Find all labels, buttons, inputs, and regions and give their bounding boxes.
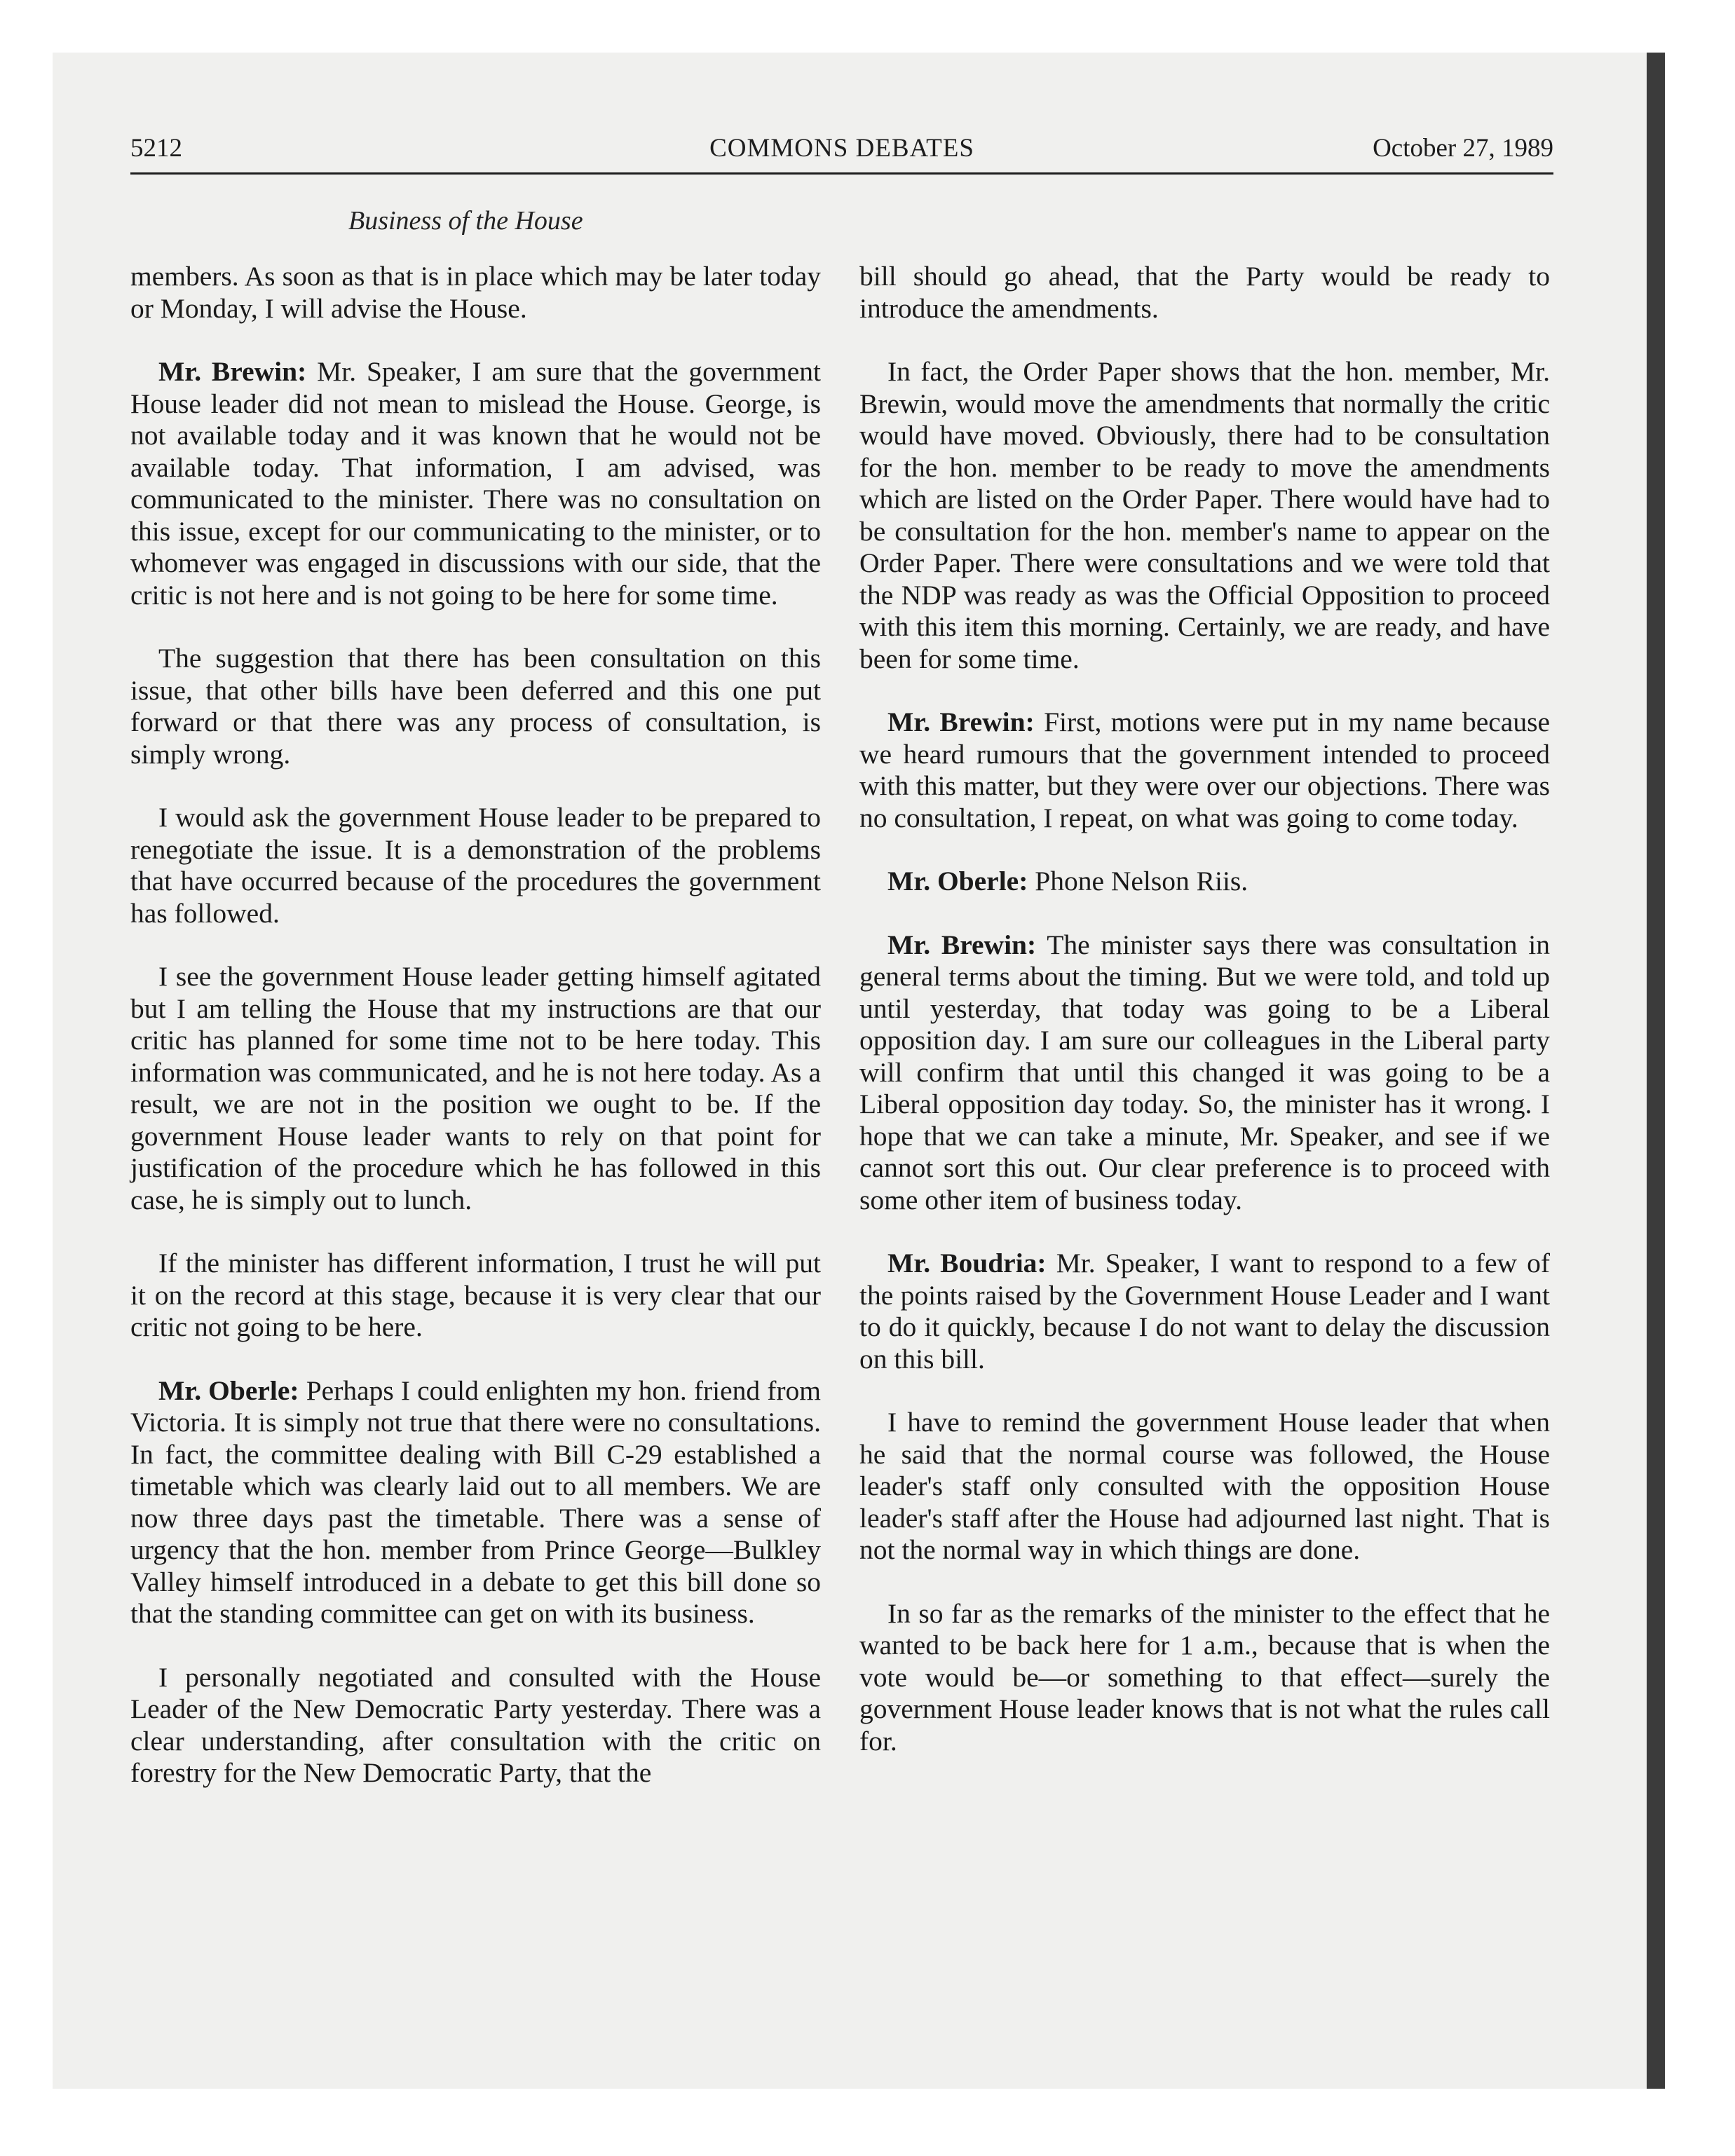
paragraph-text: I personally negotiated and consulted with the House Leader of the New Democratic Party yesterday. There was a clear understanding, after consultation with the critic on forestry for the New Democratic Party, that the [130,1661,821,1788]
paragraph [130,1248,821,1344]
paragraph [130,1375,821,1630]
paragraph-text: Perhaps I could enlighten my hon. friend from Victoria. It is simply not true that there were no consultations. In fact, the committee dealing with Bill C-29 established a timetable which was clearly laid out to all members. We are now three days past the timetable. There was a sense of urgency that the hon. member from Prince George—Bulkley Valley himself introduced in a debate to get this bill done so that the standing committee can get on with its business. [130,1374,822,1629]
paragraph-text: I would ask the government House leader to be prepared to renegotiate the issue. It is a demonstration of the problems that have occurred because of the procedures the government has followed. [130,802,821,929]
paragraph [130,961,821,1216]
speaker-name: Mr. Oberle: [887,866,1028,896]
paragraph [130,356,821,611]
publication-title: COMMONS DEBATES [709,134,974,163]
running-head: Business of the House [348,206,583,236]
paragraph [130,261,821,325]
right-column [859,261,1550,1789]
page-header [130,133,1553,172]
paragraph-text: Mr. Speaker, I want to respond to a few of the points raised by the Government House Leader and I want to do it quickly, because I do not want to delay the discussion on this bill. [859,1248,1551,1374]
paragraph [859,929,1550,1217]
paragraph [130,802,821,929]
paragraph [130,643,821,770]
paragraph [859,356,1550,675]
publication-date: October 27, 1989 [1373,134,1553,163]
paragraph-text: I have to remind the government House leader that when he said that the normal course was followed, the House leader's staff only consulted with the opposition House leader's staff after the House had adjourned last night. That is not the normal way in which things are done. [859,1407,1550,1565]
paragraph-text: I see the government House leader getting himself agitated but I am telling the House that my instructions are that our critic has planned for some time not to be here today. This information was communicated, and he is not here today. As a result, we are not in the position we ought to be. If the government House leader wants to rely on that point for justification of the procedure which he has followed in this case, he is simply out to lunch. [130,961,821,1215]
paragraph [859,707,1550,834]
paragraph [859,1407,1550,1567]
left-column [130,261,821,1821]
paragraph-text: The minister says there was consultation in general terms about the timing. But we were told, and told up until yesterday, that today was going to be a Liberal opposition day. I am sure our colleagues in the Liberal party will confirm that until this changed it was going to be a Liberal opposition day today. So, the minister has it wrong. I hope that we can take a minute, Mr. Speaker, and see if we cannot sort this out. Our clear preference is to proceed with some other item of business today. [859,929,1550,1215]
paragraph-text: First, motions were put in my name because we heard rumours that the government intended to proceed with this matter, but they were over our objections. There was no consultation, I repeat, on what was going to come today. [859,707,1550,833]
paragraph-text: Phone Nelson Riis. [1035,866,1248,896]
speaker-name: Mr. Brewin: [887,929,1037,960]
paragraph-text: The suggestion that there has been consultation on this issue, that other bills have been deferred and this one put forward or that there was any process of consultation, is simply wrong. [130,643,821,770]
paragraph [859,261,1550,325]
paragraph [859,1598,1550,1758]
header-rule [130,172,1553,175]
speaker-name: Mr. Boudria: [887,1248,1047,1278]
paragraph-text: bill should go ahead, that the Party would be ready to introduce the amendments. [859,261,1550,324]
paragraph [859,1248,1550,1375]
speaker-name: Mr. Oberle: [158,1374,299,1406]
paragraph-text: In so far as the remarks of the minister to the effect that he wanted to be back here for 1 a.m., because that is when the vote would be—or something to that effect—surely the government House leader knows that is not what the rules call for. [859,1597,1550,1756]
speaker-name: Mr. Brewin: [887,707,1035,737]
page-number: 5212 [130,134,182,163]
speaker-name: Mr. Brewin: [158,356,307,387]
paragraph-text: If the minister has different information, I trust he will put it on the record at this stage, because it is very clear that our critic not going to be here. [130,1248,821,1342]
paragraph [859,866,1550,898]
scan-edge-shadow [1647,53,1665,2089]
paragraph-text: members. As soon as that is in place which may be later today or Monday, I will advise the House. [130,261,821,324]
paragraph-text: In fact, the Order Paper shows that the hon. member, Mr. Brewin, would move the amendments that normally the critic would have moved. Obviously, there had to be consultation for the hon. member to be ready to move the amendments which are listed on the Order Paper. There would have had to be consultation for the hon. member's name to appear on the Order Paper. There were consultations and we were told that the NDP was ready as was the Official Opposition to proceed with this item this morning. Certainly, we are ready, and have been for some time. [859,356,1550,674]
paragraph-text: Mr. Speaker, I am sure that the government House leader did not mean to mislead the House. George, is not available today and it was known that he would not be available today. That information, I am advised, was communicated to the minister. There was no consultation on this issue, except for our communicating to the minister, or to whomever was engaged in discussions with our side, that the critic is not here and is not going to be here for some time. [130,356,822,610]
paragraph [130,1662,821,1789]
